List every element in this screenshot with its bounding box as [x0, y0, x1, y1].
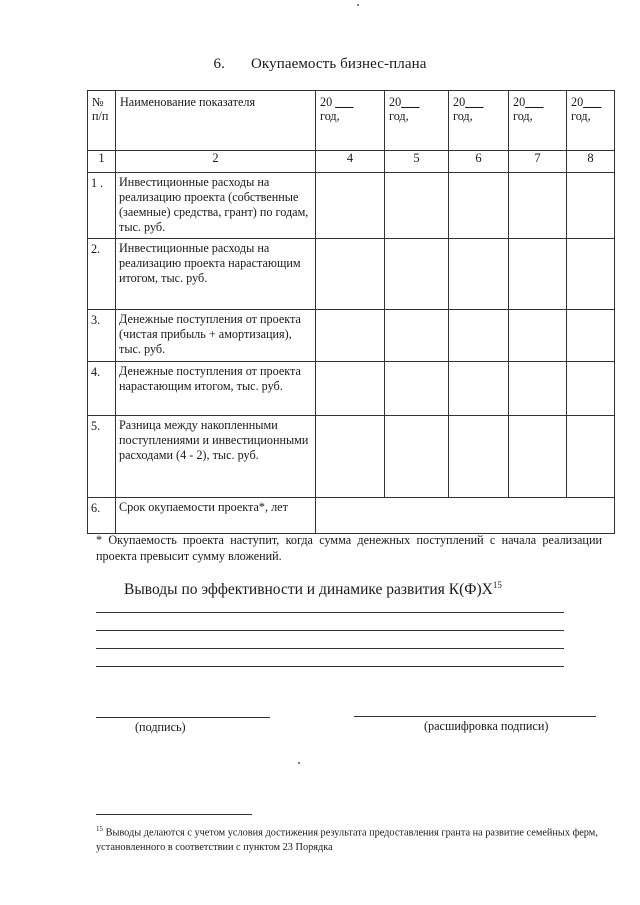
- row-label: Денежные поступления от проекта нарастающим итогом, тыс. руб.: [116, 362, 316, 416]
- section-title-text: Окупаемость бизнес-плана: [250, 56, 427, 72]
- conclusions-heading: Выводы по эффективности и динамике развития $К(Ф)Х^{15}$: [124, 580, 502, 599]
- value-cell[interactable]: [567, 239, 615, 310]
- value-cell[interactable]: [385, 239, 449, 310]
- column-number: 1: [88, 151, 116, 173]
- signature-line[interactable]: [96, 717, 270, 718]
- conclusions-line-4[interactable]: [96, 666, 564, 667]
- column-number: 7: [509, 151, 567, 173]
- value-cell[interactable]: [385, 173, 449, 239]
- value-cell[interactable]: [385, 362, 449, 416]
- value-cell[interactable]: [449, 310, 509, 362]
- conclusions-line-1[interactable]: [96, 612, 564, 613]
- value-cell[interactable]: [449, 173, 509, 239]
- row-number: 3.: [88, 310, 116, 362]
- value-cell[interactable]: [567, 416, 615, 498]
- signature-label: (подпись): [135, 720, 186, 734]
- row-number: 2.: [88, 239, 116, 310]
- value-cell[interactable]: [509, 173, 567, 239]
- value-cell[interactable]: [567, 362, 615, 416]
- header-no: № п/п: [88, 91, 116, 151]
- row-number: 6.: [88, 498, 116, 534]
- footnote-rule: [96, 814, 252, 815]
- conclusions-line-3[interactable]: [96, 648, 564, 649]
- column-number: 6: [449, 151, 509, 173]
- row-number: 4.: [88, 362, 116, 416]
- row-label: Инвестиционные расходы на реализацию проекта (собственные (заемные) средства, грант) по годам, тыс. руб.: [116, 173, 316, 239]
- table-header-row: [88, 91, 615, 151]
- column-number-row: [88, 151, 615, 173]
- row-label: Срок окупаемости проекта*, лет: [116, 498, 316, 534]
- value-cell[interactable]: [567, 310, 615, 362]
- section-title: [0, 56, 640, 73]
- value-cell[interactable]: [449, 362, 509, 416]
- column-number: 8: [567, 151, 615, 173]
- row-label: Разница между накопленными поступлениями и инвестиционными расходами (4 - 2), тыс. руб.: [116, 416, 316, 498]
- footnote-marker: 15: [96, 825, 103, 833]
- column-number: 4: [316, 151, 385, 173]
- signature-name-line[interactable]: [354, 716, 596, 717]
- value-cell[interactable]: [316, 362, 385, 416]
- value-cell[interactable]: [385, 310, 449, 362]
- payback-note: * Окупаемость проекта наступит, когда сумма денежных поступлений с начала реализации проекта превысит сумму вложений.: [96, 533, 602, 563]
- scan-speck: [357, 4, 359, 6]
- row-number: 1 .: [88, 173, 116, 239]
- column-number: 2: [116, 151, 316, 173]
- scan-speck: [298, 762, 300, 764]
- payback-value-cell[interactable]: [316, 498, 615, 534]
- value-cell[interactable]: [567, 173, 615, 239]
- footnote-text: Выводы делаются с учетом условия достижения результата предоставления гранта на развитие семейных ферм, установленного в соответствии с пунктом 23 Порядка: [96, 827, 598, 854]
- value-cell[interactable]: [316, 173, 385, 239]
- conclusions-line-2[interactable]: [96, 630, 564, 631]
- value-cell[interactable]: [509, 416, 567, 498]
- row-number: 5.: [88, 416, 116, 498]
- header-year-5: 20___ год,: [567, 91, 615, 151]
- section-number: 6.: [213, 56, 225, 72]
- table-row: [88, 498, 615, 534]
- row-label: Денежные поступления от проекта (чистая прибыль + амортизация), тыс. руб.: [116, 310, 316, 362]
- value-cell[interactable]: [316, 310, 385, 362]
- value-cell[interactable]: [509, 362, 567, 416]
- table-row: [88, 416, 615, 498]
- column-number: 5: [385, 151, 449, 173]
- header-year-2: 20___ год,: [385, 91, 449, 151]
- header-year-3: 20___ год,: [449, 91, 509, 151]
- footnote: [96, 822, 602, 855]
- value-cell[interactable]: [316, 416, 385, 498]
- value-cell[interactable]: [316, 239, 385, 310]
- table-row: [88, 362, 615, 416]
- payback-table: [87, 90, 615, 534]
- row-label: Инвестиционные расходы на реализацию проекта нарастающим итогом, тыс. руб.: [116, 239, 316, 310]
- value-cell[interactable]: [385, 416, 449, 498]
- table-row: [88, 239, 615, 310]
- table-row: [88, 310, 615, 362]
- value-cell[interactable]: [509, 239, 567, 310]
- value-cell[interactable]: [509, 310, 567, 362]
- value-cell[interactable]: [449, 239, 509, 310]
- header-year-1: 20 ___ год,: [316, 91, 385, 151]
- header-name: Наименование показателя: [116, 91, 316, 151]
- footnote-ref: 15: [492, 580, 502, 590]
- header-year-4: 20___ год,: [509, 91, 567, 151]
- table-row: [88, 173, 615, 239]
- signature-name-label: (расшифровка подписи): [424, 719, 549, 733]
- value-cell[interactable]: [449, 416, 509, 498]
